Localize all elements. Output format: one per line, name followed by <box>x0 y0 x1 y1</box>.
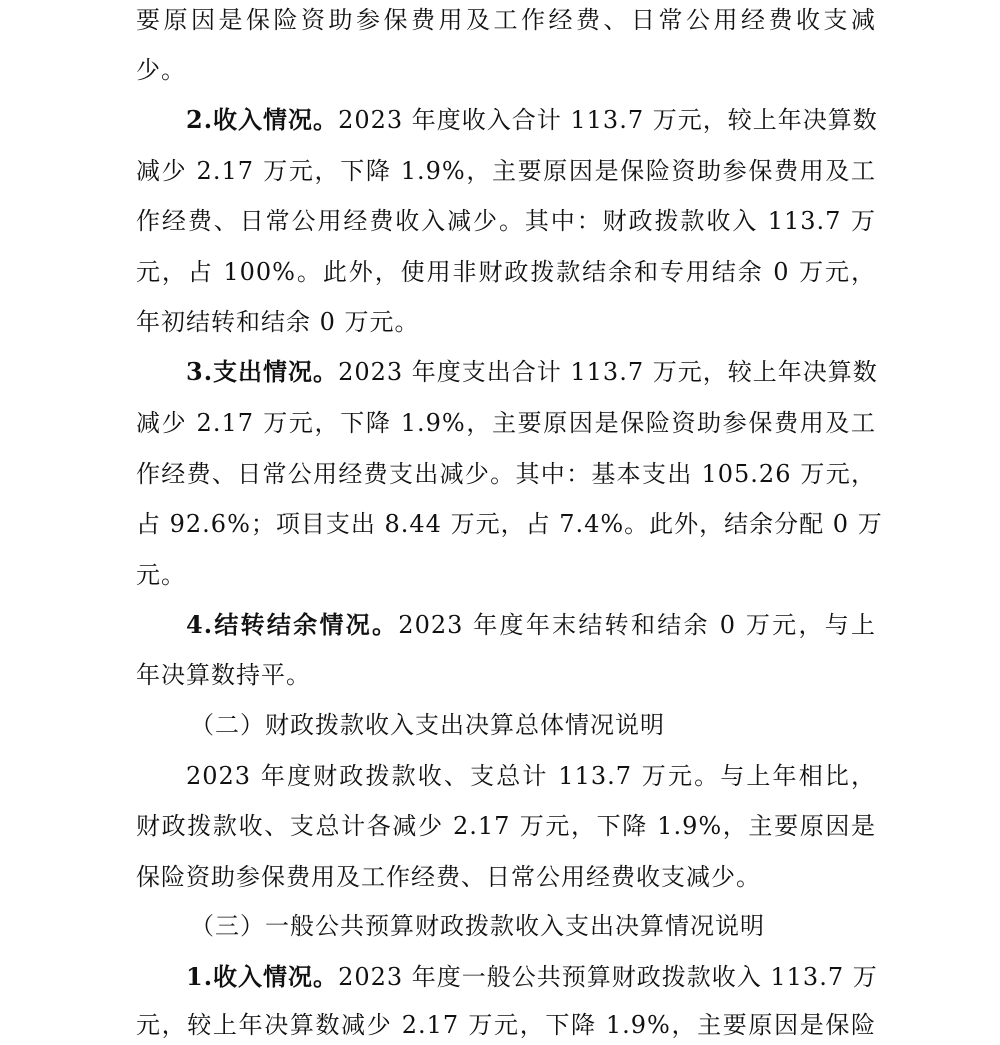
paragraph-text: 2023 年度支出合计 113.7 万元，较上年决算数 <box>338 358 878 386</box>
paragraph-line <box>186 605 876 645</box>
paragraph-line: 作经费、日常公用经费支出减少。其中：基本支出 105.26 万元， <box>136 460 876 488</box>
paragraph-line: 少。 <box>136 56 186 84</box>
paragraph-line: 要原因是保险资助参保费用及工作经费、日常公用经费收支减 <box>136 6 876 34</box>
paragraph-line <box>186 100 876 140</box>
paragraph-line: 年初结转和结余 0 万元。 <box>136 308 420 336</box>
section-lead: 2.收入情况。 <box>186 105 339 134</box>
paragraph-text: 2023 年度收入合计 113.7 万元，较上年决算数 <box>338 106 878 134</box>
paragraph-line: 财政拨款收、支总计各减少 2.17 万元，下降 1.9%，主要原因是 <box>136 812 876 840</box>
paragraph-line: 年决算数持平。 <box>136 661 311 689</box>
paragraph-line: 元，占 100%。此外，使用非财政拨款结余和专用结余 0 万元， <box>136 258 876 286</box>
paragraph-line: 元，较上年决算数减少 2.17 万元，下降 1.9%，主要原因是保险 <box>136 1011 876 1039</box>
paragraph-line: 减少 2.17 万元，下降 1.9%，主要原因是保险资助参保费用及工 <box>136 409 876 437</box>
paragraph-line: 作经费、日常公用经费收入减少。其中：财政拨款收入 113.7 万 <box>136 207 876 235</box>
paragraph-line: 减少 2.17 万元，下降 1.9%，主要原因是保险资助参保费用及工 <box>136 157 876 185</box>
paragraph-line: 2023 年度财政拨款收、支总计 113.7 万元。与上年相比， <box>186 762 876 790</box>
section-lead: 3.支出情况。 <box>186 357 339 386</box>
section-lead: 1.收入情况。 <box>186 962 339 991</box>
paragraph-line <box>186 957 876 997</box>
section-lead: 4.结转结余情况。 <box>186 610 399 639</box>
section-heading: （三）一般公共预算财政拨款收入支出决算情况说明 <box>190 912 765 940</box>
section-heading: （二）财政拨款收入支出决算总体情况说明 <box>190 711 665 739</box>
paragraph-line: 元。 <box>136 561 186 589</box>
paragraph-line: 保险资助参保费用及工作经费、日常公用经费收支减少。 <box>136 863 761 891</box>
paragraph-text: 2023 年度年末结转和结余 0 万元，与上 <box>398 611 876 639</box>
paragraph-text: 2023 年度一般公共预算财政拨款收入 113.7 万 <box>338 963 878 991</box>
paragraph-line: 占 92.6%；项目支出 8.44 万元，占 7.4%。此外，结余分配 0 万 <box>136 510 883 538</box>
paragraph-line <box>186 352 876 392</box>
